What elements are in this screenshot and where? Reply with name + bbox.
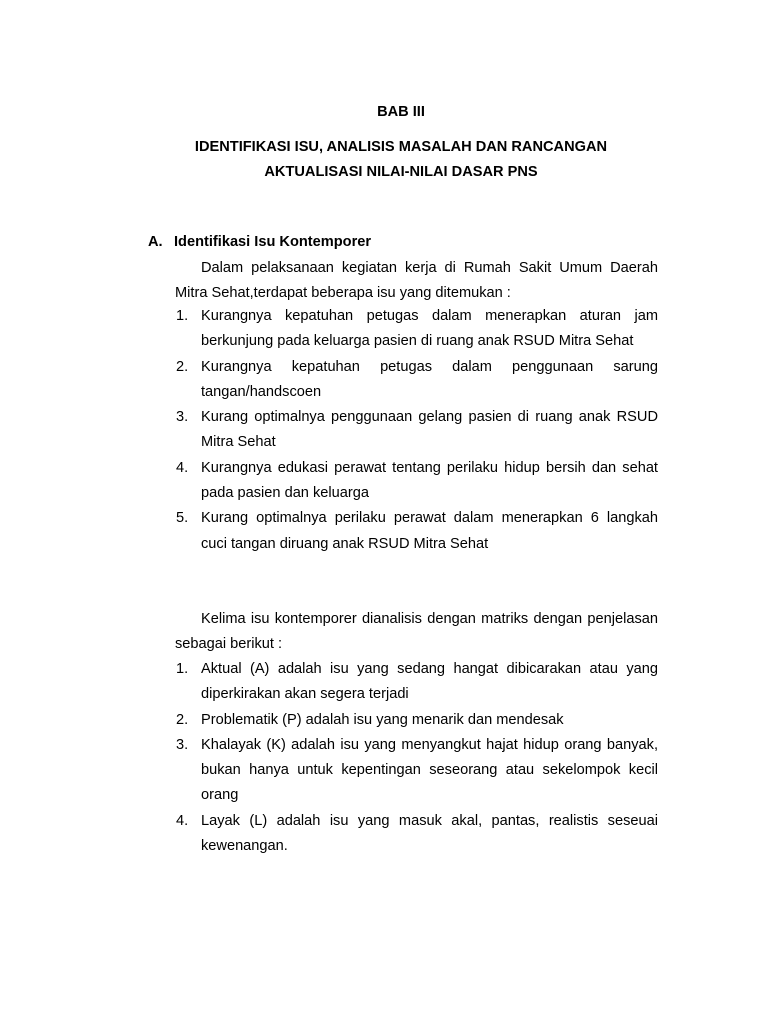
list-item-number: 3. <box>176 409 189 426</box>
list-item <box>176 809 658 860</box>
list-item-text: Kurangnya kepatuhan petugas dalam penggunaan sarung tangan/handscoen <box>201 358 658 400</box>
intro-paragraph-text: Dalam pelaksanaan kegiatan kerja di Rumah Sakit Umum Daerah Mitra Sehat,terdapat beberapa isu yang ditemukan : <box>175 260 658 302</box>
list-item <box>176 405 658 456</box>
list-item-number: 4. <box>176 812 189 829</box>
list-item-text: Kurang optimalnya perilaku perawat dalam menerapkan 6 langkah cuci tangan diruang anak RSUD Mitra Sehat <box>201 510 658 552</box>
list-item-number: 2. <box>176 711 189 728</box>
intro-paragraph <box>175 256 658 307</box>
section-letter: A. <box>148 234 163 250</box>
list-item <box>176 708 658 733</box>
list-item <box>176 657 658 708</box>
list-item <box>176 733 658 809</box>
list-item-number: 2. <box>176 358 189 375</box>
section-title: Identifikasi Isu Kontemporer <box>174 234 372 250</box>
list-item-number: 1. <box>176 308 189 324</box>
chapter-title-line: IDENTIFIKASI ISU, ANALISIS MASALAH DAN RANCANGAN <box>194 139 608 155</box>
list-item <box>176 304 658 355</box>
chapter-title <box>0 135 768 185</box>
list-item-text: Kurangnya edukasi perawat tentang perilaku hidup bersih dan sehat pada pasien dan keluarga <box>201 459 658 502</box>
list-item <box>176 506 658 557</box>
issue-list <box>176 304 658 557</box>
chapter-heading: BAB III <box>377 104 425 120</box>
list-item <box>176 355 658 406</box>
matrix-paragraph-text: Kelima isu kontemporer dianalisis dengan matriks dengan penjelasan sebagai berikut : <box>175 611 658 653</box>
list-item-text: Layak (L) adalah isu yang masuk akal, pantas, realistis seseuai kewenangan. <box>201 812 658 855</box>
list-item-text: Kurangnya kepatuhan petugas dalam menerapkan aturan jam berkunjung pada keluarga pasien di ruang anak RSUD Mitra Sehat <box>201 308 658 350</box>
list-item-number: 3. <box>176 736 189 753</box>
list-item-text: Kurang optimalnya penggunaan gelang pasien di ruang anak RSUD Mitra Sehat <box>201 409 658 451</box>
list-item-text: Aktual (A) adalah isu yang sedang hangat dibicarakan atau yang diperkirakan akan segera terjadi <box>201 661 658 703</box>
matrix-paragraph <box>175 607 658 658</box>
list-item-text: Problematik (P) adalah isu yang menarik dan mendesak <box>201 711 564 728</box>
list-item-number: 1. <box>176 661 189 677</box>
list-item <box>176 456 658 507</box>
section-heading <box>148 231 371 253</box>
chapter-title-line: AKTUALISASI NILAI-NILAI DASAR PNS <box>264 164 538 180</box>
criteria-list <box>176 657 658 859</box>
list-item-number: 5. <box>176 510 189 527</box>
list-item-text: Khalayak (K) adalah isu yang menyangkut hajat hidup orang banyak, bukan hanya untuk kepentingan seseorang atau sekelompok kecil orang <box>201 736 658 804</box>
list-item-number: 4. <box>176 459 189 476</box>
